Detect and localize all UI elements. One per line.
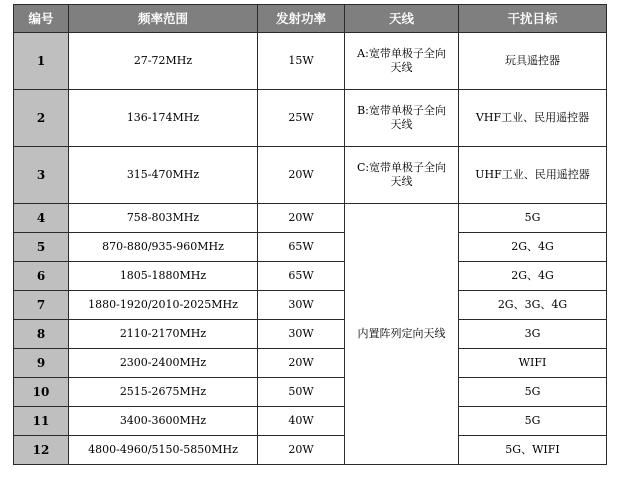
jammer-spec-table <box>13 4 607 465</box>
row-id: 9 <box>14 349 69 378</box>
target-cell: 2G、4G <box>459 233 607 262</box>
antenna-cell <box>345 90 459 147</box>
table-row <box>14 320 607 349</box>
table-row <box>14 436 607 465</box>
header-target: 干扰目标 <box>459 5 607 33</box>
target-cell: VHF工业、民用遥控器 <box>459 90 607 147</box>
target-cell: WIFI <box>459 349 607 378</box>
shared-antenna-cell: 内置阵列定向天线 <box>345 204 459 465</box>
header-id: 编号 <box>14 5 69 33</box>
power-cell: 20W <box>258 436 345 465</box>
row-id: 3 <box>14 147 69 204</box>
row-id: 6 <box>14 262 69 291</box>
frequency-cell: 1805-1880MHz <box>69 262 258 291</box>
table-row <box>14 291 607 320</box>
frequency-cell: 870-880/935-960MHz <box>69 233 258 262</box>
antenna-line: A:宽带单极子全向 <box>357 47 446 60</box>
frequency-cell: 27-72MHz <box>69 33 258 90</box>
table-row <box>14 204 607 233</box>
antenna-line: 天线 <box>390 61 413 74</box>
frequency-cell: 136-174MHz <box>69 90 258 147</box>
power-cell: 30W <box>258 320 345 349</box>
row-id: 4 <box>14 204 69 233</box>
row-id: 8 <box>14 320 69 349</box>
antenna-cell <box>345 147 459 204</box>
power-cell: 30W <box>258 291 345 320</box>
antenna-line: 天线 <box>390 175 413 188</box>
table-row <box>14 378 607 407</box>
power-cell: 20W <box>258 349 345 378</box>
power-cell: 25W <box>258 90 345 147</box>
header-antenna: 天线 <box>345 5 459 33</box>
frequency-cell: 2300-2400MHz <box>69 349 258 378</box>
table-row <box>14 33 607 90</box>
table-row <box>14 90 607 147</box>
row-id: 10 <box>14 378 69 407</box>
header-frequency: 频率范围 <box>69 5 258 33</box>
power-cell: 65W <box>258 233 345 262</box>
power-cell: 20W <box>258 147 345 204</box>
frequency-cell: 4800-4960/5150-5850MHz <box>69 436 258 465</box>
power-cell: 65W <box>258 262 345 291</box>
target-cell: 2G、4G <box>459 262 607 291</box>
antenna-line: C:宽带单极子全向 <box>356 161 447 174</box>
power-cell: 50W <box>258 378 345 407</box>
target-cell: 玩具遥控器 <box>459 33 607 90</box>
frequency-cell: 2110-2170MHz <box>69 320 258 349</box>
row-id: 1 <box>14 33 69 90</box>
antenna-line: 天线 <box>390 118 413 131</box>
power-cell: 20W <box>258 204 345 233</box>
target-cell: UHF工业、民用遥控器 <box>459 147 607 204</box>
frequency-cell: 758-803MHz <box>69 204 258 233</box>
target-cell: 3G <box>459 320 607 349</box>
target-cell: 2G、3G、4G <box>459 291 607 320</box>
row-id: 5 <box>14 233 69 262</box>
power-cell: 15W <box>258 33 345 90</box>
frequency-cell: 2515-2675MHz <box>69 378 258 407</box>
antenna-line: B:宽带单极子全向 <box>357 104 446 117</box>
antenna-cell <box>345 33 459 90</box>
row-id: 7 <box>14 291 69 320</box>
power-cell: 40W <box>258 407 345 436</box>
target-cell: 5G、WIFI <box>459 436 607 465</box>
row-id: 12 <box>14 436 69 465</box>
header-row <box>14 5 607 33</box>
frequency-cell: 315-470MHz <box>69 147 258 204</box>
table-row <box>14 349 607 378</box>
row-id: 2 <box>14 90 69 147</box>
header-power: 发射功率 <box>258 5 345 33</box>
target-cell: 5G <box>459 407 607 436</box>
table-row <box>14 407 607 436</box>
row-id: 11 <box>14 407 69 436</box>
table-row <box>14 233 607 262</box>
table-row <box>14 147 607 204</box>
target-cell: 5G <box>459 378 607 407</box>
frequency-cell: 3400-3600MHz <box>69 407 258 436</box>
frequency-cell: 1880-1920/2010-2025MHz <box>69 291 258 320</box>
target-cell: 5G <box>459 204 607 233</box>
table-row <box>14 262 607 291</box>
